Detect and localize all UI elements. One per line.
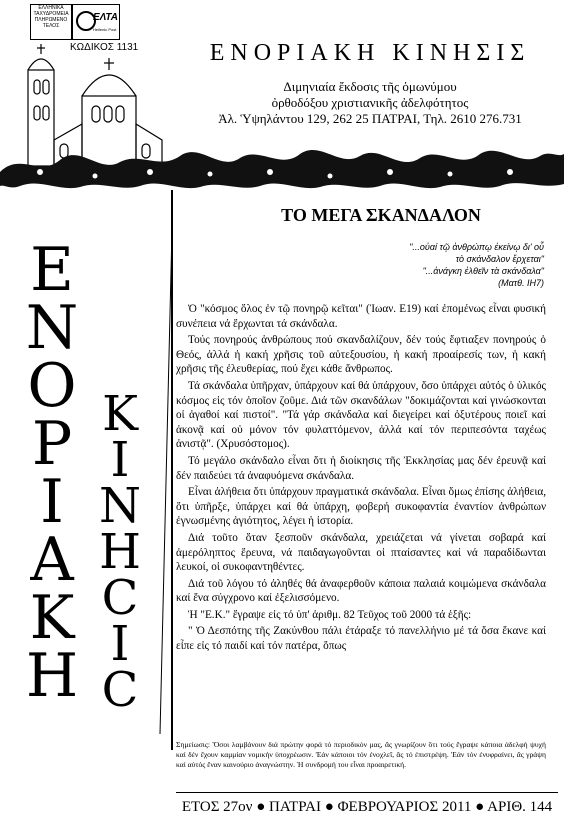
vertical-letter: Κ <box>29 583 75 653</box>
vertical-word-kinisis <box>99 386 141 718</box>
vertical-letter: Ν <box>25 293 79 363</box>
masthead-title: ΕΝΟΡΙΑΚΗ ΚΙΝΗΣΙΣ <box>209 40 531 66</box>
article-headline: ΤΟ ΜΕΓΑ ΣΚΑΝΔΑΛΟΝ <box>281 205 481 225</box>
paragraph: Τό μεγάλο σκάνδαλο εἶναι ὅτι ἡ διοίκησις τῆς Ἐκκλησίας μας δέν ἐρευνᾷ καί δέν παιδεύει τά ἀναφυόμενα σκάνδαλα. <box>176 454 546 482</box>
stamp-line: ΤΑΧΥΔΡΟΜΕΙΑ <box>33 11 69 17</box>
vertical-letter: Ε <box>30 235 74 305</box>
subscriber-note: Σημείωσις: Ὅσοι λαμβάνουν διά πρώτην φορά τό περιοδικόν μας, ἄς γνωρίζουν ὅτι τούς ἔγραψε κάποια ἀδελφή ψυχή καί δέν ἔχουν καμμίαν νομικήν ὑποχρέωσιν. Ἐάν κάποιοι τόν ἐνοχλεῖ, ἄς τό ἐπιστρέψη. Ἐάν τόν ἐνυφραίνει, ἄς γράψη καί αὐτός ἕναν καινούριο ἀναγνώστην. Ἡ συνδρομή του εἶναι προαιρετική. <box>176 740 546 769</box>
paragraph: Τά σκάνδαλα ὑπῆρχαν, ὑπάρχουν καί θά ὑπάρχουν, ὅσο ὑπάρχει αὐτός ὁ ὑλικός κόσμος εἰς τόν ὁποῖον ζοῦμε. Διά τῶν σκανδάλων "δοκιμάζονται καί γινώσκονται οἱ ἀγαθοί καί πιστοί". "Τά γάρ σκάνδαλα καί διεγείρει καί ὀξυτέρους ποιεῖ καί ἀκονᾷ καί οὐ μόνον τόν φυλαττόμενον, ἀλλά καί τόν περιπεσόντα ταχέως ἀνιστᾷ". (Χρυσόστομος). <box>176 379 546 451</box>
epigraph-quote <box>300 241 544 289</box>
quote-reference: (Ματθ. ΙΗ7) <box>498 278 544 288</box>
quote-line: τὸ σκάνδαλον ἔρχεται" <box>455 254 544 264</box>
vertical-letter: C <box>101 570 139 626</box>
stamp-line: ΠΛΗΡΩΜΕΝΟ <box>34 17 68 23</box>
elta-word: ΕΛΤΑ <box>93 12 119 23</box>
postage-paid-stamp <box>30 4 72 40</box>
vertical-letter: Ν <box>99 478 141 534</box>
quote-line: "...οὐαί τῷ ἀνθρώπῳ ἐκείνῳ δι' οὗ <box>409 242 544 252</box>
paragraph: Διά τοῦτο ὅταν ξεσποῦν σκάνδαλα, χρειάζεται νά γίνεται σοβαρά καί ἀμερόληπτος ἔρευνα, νά παιδαγωγοῦνται οἱ πταίσαντες καί νά παραδίδωνται λευκοί, οἱ συκοφαντηθέντες. <box>176 531 546 574</box>
vertical-letter: C <box>101 662 139 718</box>
vertical-letter: Ι <box>40 467 64 537</box>
vertical-letter: I <box>110 616 130 672</box>
masthead-address: Ἀλ. Ὑψηλάντου 129, 262 25 ΠΑΤΡΑΙ, Τηλ. 2610 276.731 <box>218 111 522 126</box>
issue-footer <box>176 792 558 823</box>
vertical-letter: Η <box>25 641 79 711</box>
issue-info: ΕΤΟΣ 27ον ● ΠΑΤΡΑΙ ● ΦΕΒΡΟΥΑΡΙΟΣ 2011 ● ΑΡΙΘ. 144 <box>181 799 553 815</box>
paragraph: Ὁ "κόσμος ὅλος ἐν τῷ πονηρῷ κεῖται" (Ἰωαν. Ε19) καί ἐπομένως εἶναι φυσική συνέπεια νά ἔρχωνται τά σκάνδαλα. <box>176 303 546 330</box>
paragraph: Εἶναι ἀλήθεια ὅτι ὑπάρχουν πραγματικά σκάνδαλα. Εἶναι ὅμως ἐπίσης ἀλήθεια, ὅτι ὑπῆρξε, ὑπάρχει καί θά ὑπάρχη, φοβερή συκοφαντία ἐναντίον ἀνθρώπων ἐγνωσμένης ἁγιότητος, λέγει ἡ ἱστορία. <box>176 486 546 528</box>
postal-code: ΚΩΔΙΚΟΣ 1131 <box>70 42 139 53</box>
masthead-subtitle: Διμηνιαία ἔκδοσις τῆς ὁμωνύμου <box>283 79 457 94</box>
elta-sub: Hellenic Post <box>93 27 117 32</box>
quote-line: "...ἀνάγκη ἐλθεῖν τὰ σκάνδαλα" <box>422 266 544 276</box>
vertical-letter: Ρ <box>31 409 73 479</box>
masthead-subtitle: ὀρθοδόξου χριστιανικῆς ἀδελφότητος <box>271 95 469 110</box>
elta-postal-logo <box>72 4 120 40</box>
vertical-word-enoriaki <box>26 235 79 711</box>
paragraph: Διά τοῦ λόγου τό ἀληθές θά ἀναφερθοῦν κάποια παλαιά κοιμώμενα σκάνδαλα καί ἕνα σύγχρονο καί ἐξελισσόμενο. <box>176 577 546 605</box>
foliage-band <box>0 132 564 192</box>
vertical-letter: Ο <box>27 351 77 421</box>
article-body <box>176 302 546 656</box>
vertical-letter: Ι <box>110 432 130 488</box>
paragraph: Ἡ "Ε.Κ." ἔγραψε εἰς τό ὑπ' ἀριθμ. 82 Τεῦχος τοῦ 2000 τά ἑξῆς: <box>188 608 472 621</box>
paragraph: " Ὁ Δεσπότης τῆς Ζακύνθου πάλι ἐτάραξε τό πανελλήνιο μέ τά ὅσα ἔκανε καί εἶπε εἰς τό παιδί καί τόν πατέρα, ὅπως <box>176 625 546 653</box>
stamp-line: ΕΛΛΗΝΙΚΑ <box>38 5 64 11</box>
vertical-letter: Α <box>30 525 74 595</box>
paragraph: Τούς πονηρούς ἀνθρώπους πού σκανδαλίζουν, δέν τούς ἔφτιαξεν πονηρούς ὁ Θεός, ἀλλά ἡ κακή χρῆσις τοῦ αὐτεξουσίου, ἡ κακή προαίρεσίς των, ἡ κακή χρῆσις τῆς ἐλευθερίας, πού ἔχει κάθε ἄνθρωπος. <box>176 334 546 376</box>
vertical-title-art <box>10 190 180 750</box>
vertical-letter: Η <box>99 524 141 580</box>
vertical-letter: Κ <box>102 386 138 442</box>
stamp-line: ΤΕΛΟΣ <box>42 23 60 29</box>
